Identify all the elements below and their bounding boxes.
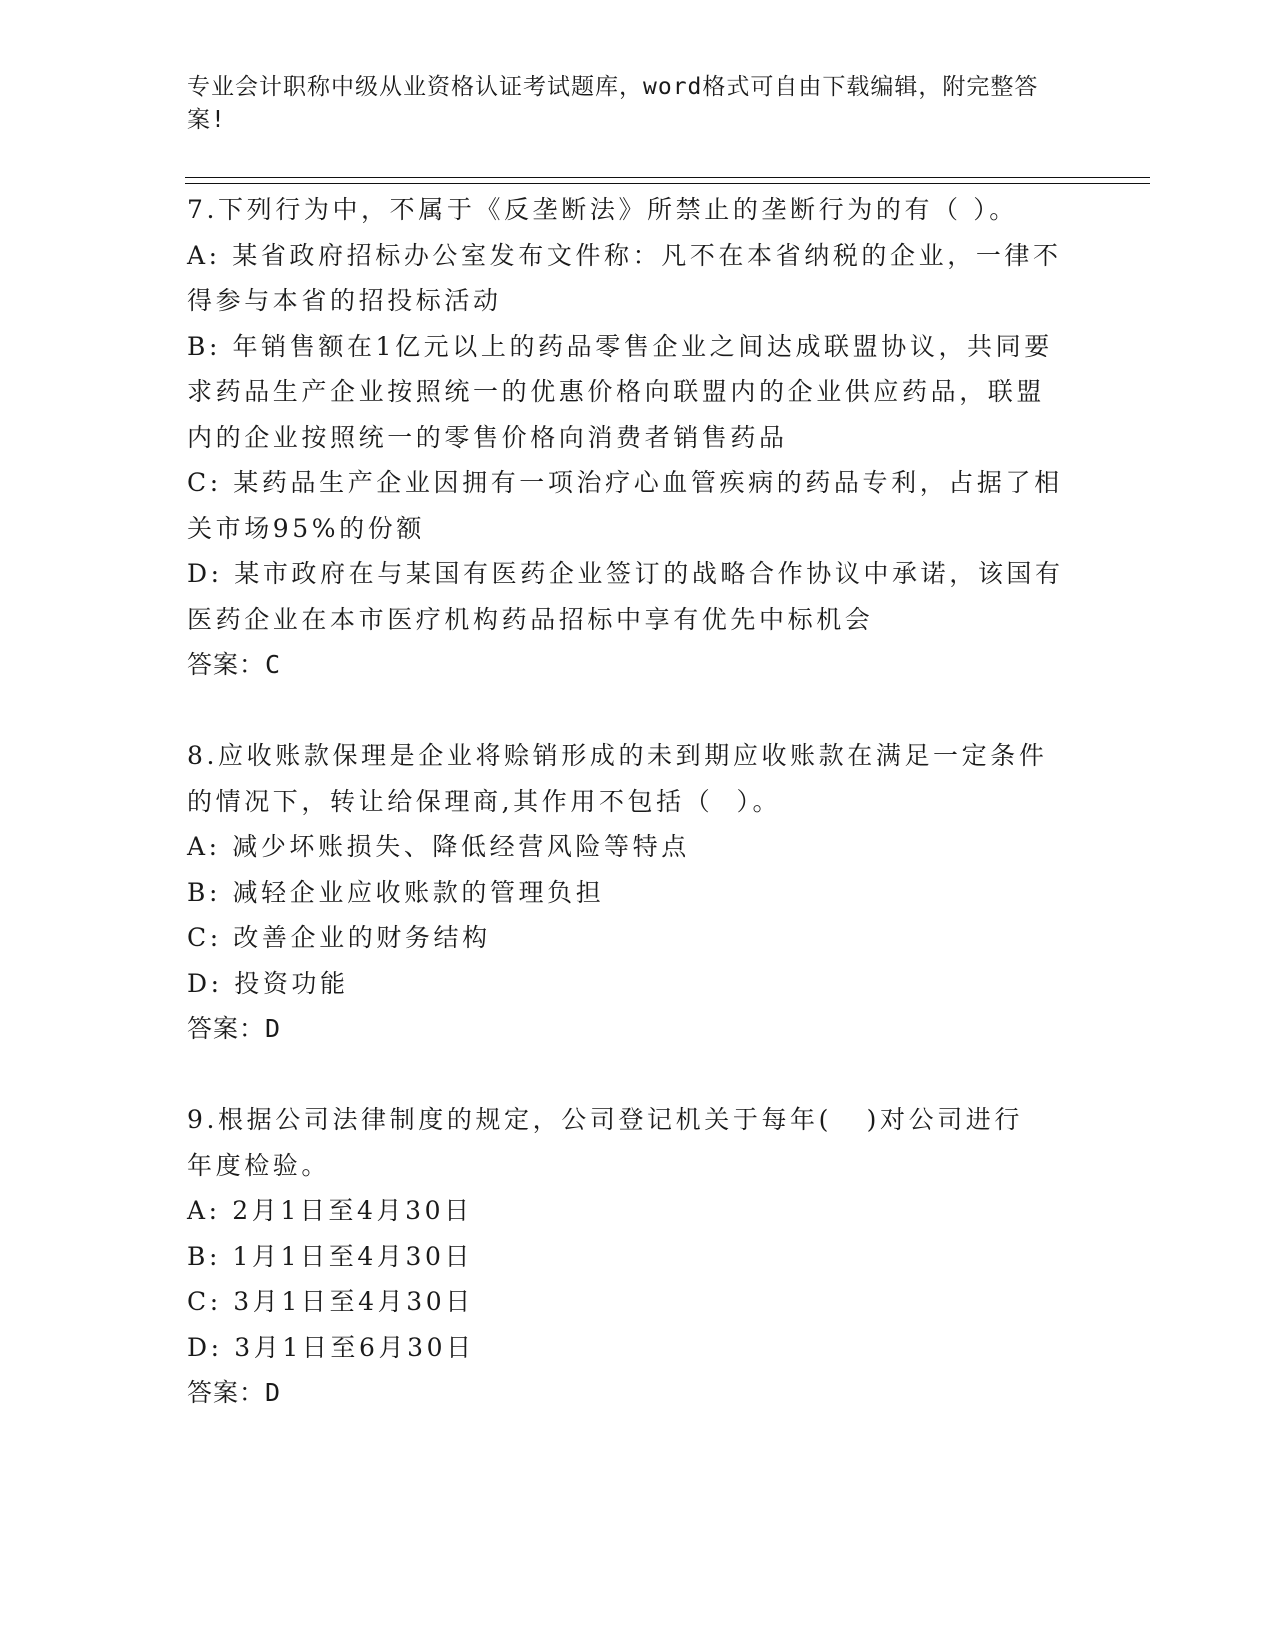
- option-line: 医药企业在本市医疗机构药品招标中享有优先中标机会: [187, 604, 874, 634]
- option-line: D: 某市政府在与某国有医药企业签订的战略合作协议中承诺，该国有: [187, 559, 1064, 588]
- header-line: 专业会计职称中级从业资格认证考试题库，word格式可自由下载编辑，附完整答: [187, 74, 1039, 100]
- question-stem: 7.下列行为中，不属于《反垄断法》所禁止的垄断行为的有（ ）。: [187, 195, 1018, 224]
- question-7: [187, 187, 1087, 688]
- header-divider: [185, 183, 1150, 184]
- header-line: 案!: [187, 107, 226, 133]
- option-line: C: 3月1日至4月30日: [187, 1287, 474, 1316]
- question-8: [187, 733, 1087, 1052]
- answer-label: 答案：D: [187, 1014, 282, 1043]
- question-stem: 9.根据公司法律制度的规定，公司登记机关于每年( )对公司进行: [187, 1105, 1024, 1134]
- answer-label: 答案：C: [187, 650, 282, 679]
- option-line: C: 改善企业的财务结构: [187, 923, 491, 952]
- option-line: B: 1月1日至4月30日: [187, 1241, 474, 1271]
- option-line: A: 某省政府招标办公室发布文件称：凡不在本省纳税的企业，一律不: [187, 240, 1062, 270]
- option-line: B: 年销售额在1亿元以上的药品零售企业之间达成联盟协议，共同要: [187, 331, 1053, 361]
- question-list: [187, 187, 1087, 1461]
- option-line: 内的企业按照统一的零售价格向消费者销售药品: [187, 422, 788, 452]
- option-line: 得参与本省的招投标活动: [187, 286, 502, 315]
- option-line: 关市场95%的份额: [187, 513, 425, 543]
- answer-label: 答案：D: [187, 1378, 282, 1407]
- option-line: D: 3月1日至6月30日: [187, 1332, 475, 1362]
- option-line: A: 2月1日至4月30日: [187, 1196, 473, 1225]
- question-stem: 年度检验。: [187, 1150, 331, 1180]
- header-divider: [185, 177, 1150, 178]
- option-line: D: 投资功能: [187, 968, 349, 998]
- document-header: [187, 71, 1067, 137]
- option-line: 求药品生产企业按照统一的优惠价格向联盟内的企业供应药品，联盟: [187, 377, 1046, 406]
- option-line: C: 某药品生产企业因拥有一项治疗心血管疾病的药品专利，占据了相: [187, 468, 1063, 497]
- question-stem: 的情况下，转让给保理商,其作用不包括（ ）。: [187, 786, 782, 816]
- option-line: A: 减少坏账损失、降低经营风险等特点: [187, 832, 690, 861]
- question-9: [187, 1097, 1087, 1416]
- question-stem: 8.应收账款保理是企业将赊销形成的未到期应收账款在满足一定条件: [187, 741, 1048, 770]
- option-line: B: 减轻企业应收账款的管理负担: [187, 877, 605, 907]
